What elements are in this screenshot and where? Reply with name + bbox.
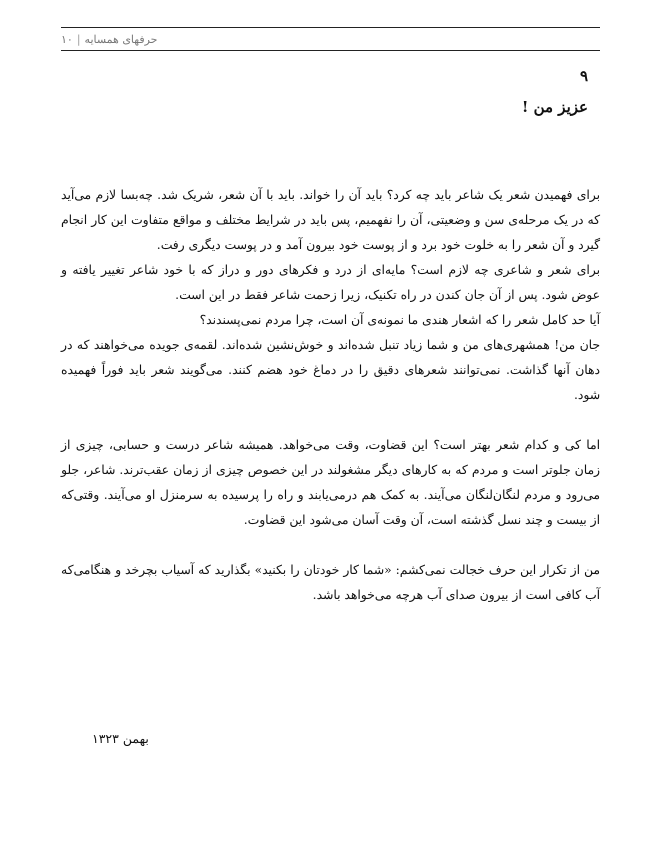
paragraph: برای شعر و شاعری چه لازم است؟ مایه‌ای از درد و فکرهای دور و دراز که با خود شاعر تغییر یافته و عوض شود. پس از آن جان کندن در راه تکنیک، زیرا زحمت شاعر فقط در این است.: [61, 263, 600, 302]
letter-number: ۹: [579, 67, 588, 85]
letter-date: بهمن ۱۳۲۳: [92, 731, 149, 746]
page-number: ۱۰: [61, 32, 73, 46]
paragraph: برای فهمیدن شعر یک شاعر باید چه کرد؟ باید آن را خواند. باید با آن شعر، شریک شد. چه‌بسا لازم می‌آید که در یک مرحله‌ی سن و وضعیتی، آن را نفهمیم، پس باید در شرایط مختلف و مواقع متفاوت این کار انجام گیرد و آن شعر را به خلوت خود برد و از پوست خود بیرون آمد و در پوست دیگری رفت.: [61, 188, 600, 252]
header-rule-bottom: [61, 50, 600, 51]
running-head: [61, 31, 600, 47]
paragraph: آیا حد کامل شعر را که اشعار هندی ما نمونه‌ی آن است، چرا مردم نمی‌پسندند؟: [199, 313, 600, 327]
salutation: عزیز من !: [521, 98, 588, 116]
header-rule-top: [61, 27, 600, 28]
header-separator: |: [76, 32, 81, 46]
letter-body: [61, 183, 600, 608]
paragraph: اما کی و کدام شعر بهتر است؟ این قضاوت، وقت می‌خواهد. همیشه شاعر درست و حسابی، چیزی از زمان جلوتر است و مردم که به کارهای دیگر مشغولند در این خصوص چیزی از زمان عقب‌ترند. شاعر، جلو می‌رود و مردم لنگان‌لنگان می‌آیند. به کمک هم درمی‌یابند و راه را پرسیده به سرمنزل او می‌آیند. وقتی‌که از بیست و چند نسل گذشته است، آن وقت آسان می‌شود این قضاوت.: [61, 438, 600, 527]
paragraph: جان من! همشهری‌های من و شما زیاد تنبل شده‌اند و خوش‌نشین شده‌اند. لقمه‌ی جویده می‌خواهند که در دهان آنها گذاشت. نمی‌توانند شعرهای دقیق را در دماغ خود هضم کنند. می‌گویند شعر باید فوراً فهمیده شود.: [61, 338, 600, 402]
paragraph: من از تکرار این حرف خجالت نمی‌کشم: «شما کار خودتان را بکنید» بگذارید که آسیاب بچرخد و هنگامی‌که آب کافی است از بیرون صدای آب هرچه می‌خواهد باشد.: [61, 563, 600, 602]
book-title: حرفهای همسایه: [84, 32, 158, 46]
